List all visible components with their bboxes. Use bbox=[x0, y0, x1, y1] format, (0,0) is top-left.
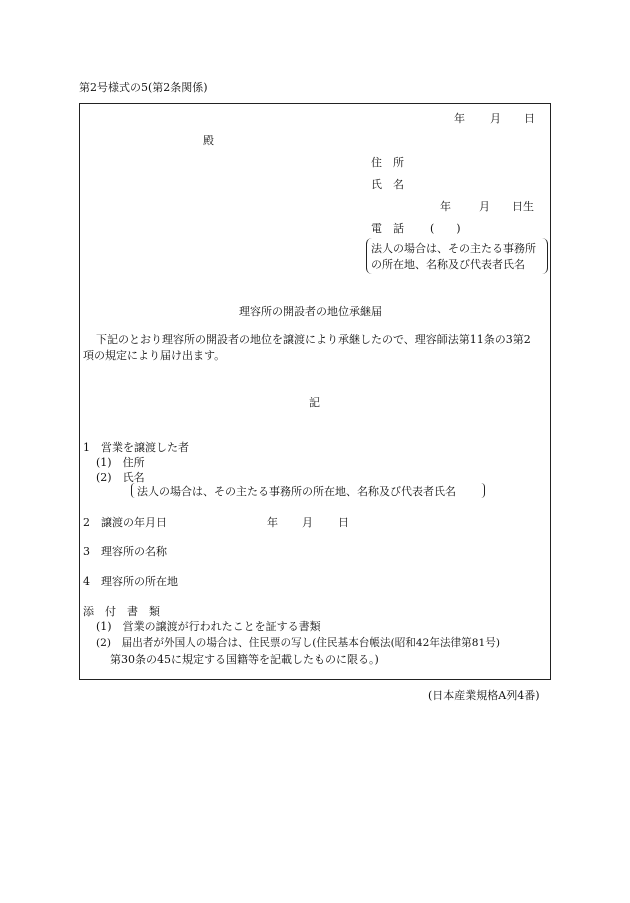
address-label: 住 所 bbox=[371, 156, 404, 169]
item2-month: 月 bbox=[302, 516, 313, 529]
item1-label: 1 営業を譲渡した者 bbox=[83, 441, 189, 454]
phone-label: 電 話 bbox=[371, 222, 404, 235]
form-frame bbox=[79, 103, 551, 680]
addressee-suffix: 殿 bbox=[203, 134, 214, 147]
body-line1: 下記のとおり理容所の開設者の地位を譲渡により承継したので、理容師法第11条の3第2 bbox=[96, 333, 531, 346]
attachment-2-line2: 第30条の45に規定する国籍等を記載したものに限る。) bbox=[110, 653, 379, 666]
form-label: 第2号様式の5(第2条関係) bbox=[79, 81, 208, 94]
name-label: 氏 名 bbox=[371, 178, 404, 191]
item1-sub1: (1) 住所 bbox=[96, 456, 145, 469]
item1-note: 法人の場合は、その主たる事務所の所在地、名称及び代表者氏名 bbox=[137, 485, 456, 498]
item3-label: 3 理容所の名称 bbox=[83, 545, 167, 558]
footer-note: (日本産業規格A列4番) bbox=[428, 689, 540, 702]
date-day: 日 bbox=[524, 112, 535, 125]
phone-paren: ( ) bbox=[430, 222, 461, 235]
item1-sub2: (2) 氏名 bbox=[96, 471, 145, 484]
birth-month: 月 bbox=[479, 200, 490, 213]
item2-day: 日 bbox=[338, 516, 349, 529]
corp-note-line1: 法人の場合は、その主たる事務所 bbox=[371, 242, 536, 255]
birth-year: 年 bbox=[440, 200, 451, 213]
corp-note-line2: の所在地、名称及び代表者氏名 bbox=[371, 258, 525, 271]
item2-year: 年 bbox=[267, 516, 278, 529]
date-month: 月 bbox=[490, 112, 501, 125]
item4-label: 4 理容所の所在地 bbox=[83, 575, 178, 588]
item2-label: 2 譲渡の年月日 bbox=[83, 516, 167, 529]
attachment-1: (1) 営業の譲渡が行われたことを証する書類 bbox=[96, 620, 321, 633]
date-year: 年 bbox=[454, 112, 465, 125]
attachment-2-line1: (2) 届出者が外国人の場合は、住民票の写し(住民基本台帳法(昭和42年法律第81号) bbox=[96, 637, 500, 649]
document-title: 理容所の開設者の地位承継届 bbox=[239, 305, 382, 318]
body-line2: 項の規定により届け出ます。 bbox=[83, 349, 226, 362]
birth-day: 日生 bbox=[512, 200, 534, 213]
ki-heading: 記 bbox=[309, 396, 320, 409]
attachments-heading: 添 付 書 類 bbox=[83, 605, 160, 618]
